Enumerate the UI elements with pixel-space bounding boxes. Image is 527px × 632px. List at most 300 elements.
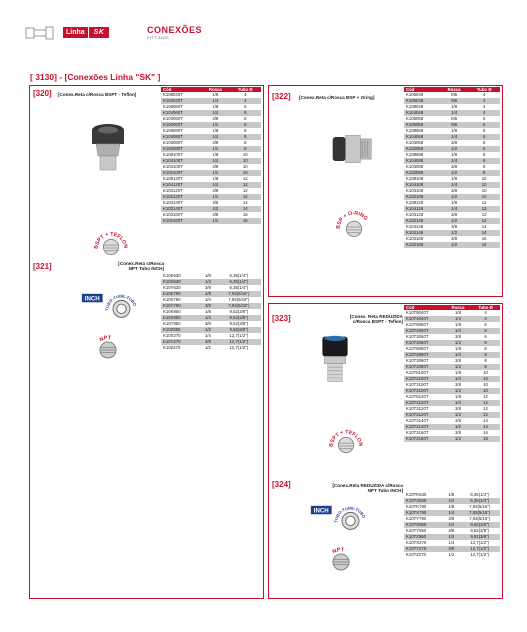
cell-thread: 1/8 [445,370,471,376]
cell-code: K108128 [404,200,440,206]
cell-code: K106048 [404,98,440,104]
cell-thread: 1/4 [443,522,459,528]
cell-tube: 8 [471,346,500,352]
cell-thread: 1/4 [201,110,229,116]
cell-thread: 1/2 [199,327,217,333]
cell-thread: 1/2 [201,194,229,200]
cell-code: K108060T [161,104,201,110]
table-322 [404,87,500,248]
cell-tube: 9,52(3/8") [459,522,500,528]
cell-thread: 1/2 [201,206,229,212]
cell-code: K106068 [404,122,440,128]
cell-thread: 1/2 [440,146,469,152]
cell-code: K104048 [404,110,440,116]
cell-thread: 3/8 [199,303,217,309]
cell-tube: 12 [471,400,500,406]
cell-thread: 1/2 [440,218,469,224]
cell-thread: 1/2 [201,170,229,176]
cell-tube: 10 [230,170,261,176]
cell-thread: 1/4 [440,206,469,212]
tube-badge-text-2: TUBO-TUBE-TUBO [333,505,367,523]
cell-thread: 1/8 [440,104,469,110]
cell-tube: 10 [471,376,500,382]
cell-thread: 1/8 [201,92,229,98]
cell-tube: 6,35(1/4") [217,279,261,285]
cell-code: K10T4100T [404,376,445,382]
cell-tube: 8 [468,164,500,170]
cell-code: K10K950 [161,309,199,315]
panel-code-323: [323] [272,314,291,323]
cell-tube: 7,93(5/16") [217,303,261,309]
cell-tube: 14 [230,200,261,206]
table-320 [161,87,261,224]
cell-code: K103140T [161,200,201,206]
cell-code: K10TX790 [404,510,443,516]
cell-tube: 12 [471,394,500,400]
cell-tube: 8 [230,146,261,152]
teflon-badge-text-2: BSPT + TEFLON [328,429,364,448]
panel-title-320: [Conex.Reta c/Rosca BSPT - Teflon] [58,92,137,97]
cell-tube: 12 [230,194,261,200]
col-cod: Cód [404,305,445,310]
cell-code: K104040T [161,98,201,104]
cell-code: K102068 [404,146,440,152]
cell-tube: 12 [468,200,500,206]
cell-tube: 10 [230,164,261,170]
cell-code: K103068 [404,140,440,146]
table-323 [404,305,500,442]
header-title: CONEXÕES [147,25,203,35]
cell-tube: 4 [230,92,261,98]
cell-thread: 1/4 [445,328,471,334]
cell-thread: 1/8 [440,128,469,134]
table-row [404,552,500,558]
cell-tube: 7,93(5/16") [217,297,261,303]
cell-thread: M5 [440,116,469,122]
cell-tube: 9,52(3/8") [217,327,261,333]
logo-part-2: SK [89,27,110,38]
cell-thread: 1/2 [443,552,459,558]
cell-tube: 8 [468,158,500,164]
cell-tube: 12,7(1/2") [217,345,261,351]
cell-tube: 6 [471,322,500,328]
cell-tube: 7,93(5/16") [217,291,261,297]
cell-code: K104100T [161,158,201,164]
npt-thread-badge-2 [323,544,359,580]
logo-part-1: Linha [63,27,88,38]
cell-code: K10K630 [161,273,199,279]
cell-tube: 6 [468,140,500,146]
cell-thread: 1/4 [445,316,471,322]
cell-thread: 1/4 [445,352,471,358]
cell-tube: 6 [468,128,500,134]
cell-code: K10X630 [161,279,199,285]
inch-tube-badge-2 [309,500,375,538]
col-rosca: Rosca [440,87,469,92]
cell-code: K108120T [161,176,201,182]
cell-code: K102100T [161,170,201,176]
oring-badge-text: BSP + O-RING [335,210,369,230]
cell-code: K10T3080T [404,358,445,364]
cell-tube: 6 [471,334,500,340]
cell-tube: 7,93(5/16") [459,510,500,516]
cell-tube: 12,7(1/2") [459,552,500,558]
cell-code: K105068 [404,116,440,122]
cell-tube: 10 [230,158,261,164]
fitting-icon [25,24,55,42]
cell-tube: 12 [230,176,261,182]
cell-code: K102140T [161,206,201,212]
cell-thread: 1/4 [199,315,217,321]
cell-thread: 1/4 [199,333,217,339]
cell-tube: 7,93(5/16") [459,504,500,510]
cell-thread: 1/4 [440,134,469,140]
cell-tube: 10 [230,152,261,158]
cell-thread: 3/8 [199,339,217,345]
product-image-320 [88,122,128,172]
cell-tube: 6 [230,122,261,128]
cell-tube: 8 [230,134,261,140]
cell-code: K102120T [161,194,201,200]
cell-code: K103080T [161,140,201,146]
cell-thread: 1/2 [440,242,469,248]
product-image-323 [317,334,353,386]
table-row [161,218,261,224]
cell-code: K10TX950 [404,522,443,528]
cell-thread: 1/2 [445,412,471,418]
cell-tube: 12,7(1/2") [459,540,500,546]
col-cod: Cód [161,87,201,92]
col-cod: Cód [404,87,440,92]
cell-thread: 1/2 [201,146,229,152]
cell-thread: 1/8 [201,128,229,134]
cell-tube: 6 [230,104,261,110]
cell-tube: 12,7(1/2") [459,546,500,552]
cell-tube: 10 [471,370,500,376]
cell-tube: 6 [468,122,500,128]
cell-tube: 8 [468,170,500,176]
cell-thread: 1/2 [440,170,469,176]
cell-tube: 16 [471,430,500,436]
npt-thread-badge [90,332,126,368]
cell-thread: 1/2 [199,345,217,351]
cell-code: K102080T [161,146,201,152]
cell-thread: M6 [440,98,469,104]
cell-thread: 3/8 [440,212,469,218]
npt-badge-text-2: NPT [331,547,345,556]
cell-code: K10T3140T [404,418,445,424]
cell-code: K10T2080T [404,364,445,370]
cell-thread: 1/8 [445,346,471,352]
cell-tube: 12 [468,218,500,224]
cell-tube: 6 [468,146,500,152]
cell-code: K10T3160T [404,430,445,436]
table-321 [161,273,261,351]
cell-thread: 1/4 [440,110,469,116]
cell-code: K108068 [404,128,440,134]
cell-code: K102060T [161,122,201,128]
cell-thread: 1/8 [443,492,459,498]
cell-code: K10Y790 [161,303,199,309]
cell-code: K104068 [404,134,440,140]
cell-code: K10T8040T [404,310,445,316]
cell-code: K10Z270 [161,345,199,351]
cell-tube: 14 [468,230,500,236]
cell-tube: 6 [471,340,500,346]
cell-code: K102160T [161,218,201,224]
cell-code: K10TZ270 [404,552,443,558]
cell-tube: 4 [471,310,500,316]
cell-tube: 10 [471,388,500,394]
cell-thread: 1/2 [440,194,469,200]
cell-code: K10T4120T [404,400,445,406]
cell-tube: 16 [471,436,500,442]
cell-code: K10T2160T [404,436,445,442]
cell-code: K10T8120T [404,394,445,400]
panel-code-321: [321] [33,262,52,271]
cell-thread: 1/8 [199,309,217,315]
cell-thread: 3/8 [201,200,229,206]
cell-tube: 16 [230,212,261,218]
cell-thread: 1/8 [440,200,469,206]
cell-code: K102108 [404,194,440,200]
cell-thread: 1/8 [440,176,469,182]
cell-code: K103120T [161,188,201,194]
cell-code: K10Y270 [161,339,199,345]
cell-thread: 3/8 [440,224,469,230]
cell-thread: 1/4 [443,510,459,516]
teflon-thread-badge-2 [327,426,365,464]
cell-thread: 1/8 [445,310,471,316]
cell-tube: 16 [468,236,500,242]
cell-thread: 1/8 [201,104,229,110]
cell-tube: 4 [468,98,500,104]
panel-code-320: [320] [33,89,52,98]
cell-thread: 3/8 [445,430,471,436]
inch-label-2: INCH [313,507,329,515]
table-row [404,436,500,442]
cell-code: K102168 [404,242,440,248]
cell-code: K103160T [161,212,201,218]
cell-tube: 4 [468,92,500,98]
cell-code: K10Y950 [161,321,199,327]
panel-code-324: [324] [272,480,291,489]
cell-code: K10Y630 [161,285,199,291]
cell-thread: 3/8 [199,321,217,327]
cell-tube: 4 [468,110,500,116]
cell-tube: 12 [471,406,500,412]
cell-thread: 3/8 [201,164,229,170]
cell-thread: 3/8 [445,418,471,424]
cell-tube: 14 [230,206,261,212]
tube-badge-text: TUBO-TUBE-TUBO [104,293,138,311]
cell-tube: 6,35(1/4") [217,273,261,279]
cell-tube: 10 [468,182,500,188]
cell-tube: 6 [471,328,500,334]
panel-code-322: [322] [272,92,291,101]
col-rosca: Rosca [201,87,229,92]
cell-thread: 3/8 [443,546,459,552]
cell-tube: 6,35(1/4") [459,498,500,504]
cell-thread: 1/2 [201,218,229,224]
panel-left [29,85,264,599]
cell-code: K10T8060T [404,322,445,328]
cell-code: K10K790 [161,291,199,297]
table-row [161,345,261,351]
cell-code: K10T3120T [404,406,445,412]
cell-thread: 3/8 [201,188,229,194]
cell-thread: 1/2 [443,534,459,540]
cell-code: K103088 [404,164,440,170]
cell-code: K104088 [404,158,440,164]
cell-thread: M6 [440,122,469,128]
cell-code: K10TK630 [404,492,443,498]
cell-code: K10T2140T [404,424,445,430]
section-title: [ 3130] - [Conexões Linha "SK" ] [30,72,161,82]
cell-code: K10TK790 [404,504,443,510]
cell-code: K10X950 [161,315,199,321]
cell-code: K10TX270 [404,540,443,546]
cell-code: K10T8080T [404,346,445,352]
cell-code: K108088 [404,152,440,158]
cell-thread: 1/8 [440,152,469,158]
cell-tube: 9,52(3/8") [217,321,261,327]
cell-thread: 3/8 [201,116,229,122]
cell-thread: 1/4 [443,540,459,546]
cell-tube: 10 [468,176,500,182]
cell-thread: 1/2 [445,424,471,430]
cell-thread: 1/8 [199,273,217,279]
cell-thread: 3/8 [445,358,471,364]
cell-thread: 1/4 [440,158,469,164]
cell-tube: 4 [468,104,500,110]
cell-thread: 1/4 [443,498,459,504]
cell-code: K10T3100T [404,382,445,388]
cell-code: K102128 [404,218,440,224]
cell-tube: 12 [230,188,261,194]
cell-code: K10T4080T [404,352,445,358]
panel-title-323: [Conex. Reta REDUZIDA c/Rosca BSPT - Teflon] [349,314,403,325]
cell-thread: 1/8 [443,504,459,510]
cell-code: K104080T [161,134,201,140]
oring-thread-badge [333,206,375,248]
cell-tube: 6,35(1/4") [217,285,261,291]
cell-tube: 4 [471,316,500,322]
panel-title-321: [Conex.Reta c/Rosca NPT Tubo INCH] [118,261,164,272]
cell-code: K10T2100T [404,388,445,394]
cell-tube: 9,52(3/8") [459,534,500,540]
cell-thread: 1/2 [440,230,469,236]
cell-code: K103168 [404,236,440,242]
cell-thread: 1/2 [445,388,471,394]
cell-code: K103100T [161,164,201,170]
header-subtitle: FITTINGS [147,35,170,40]
cell-code: K10T8100T [404,370,445,376]
cell-code: K102148 [404,230,440,236]
cell-tube: 8 [230,128,261,134]
cell-code: K10T4060T [404,328,445,334]
cell-thread: 1/8 [201,152,229,158]
cell-code: K10X790 [161,297,199,303]
cell-code: K10T2120T [404,412,445,418]
cell-code: K104128 [404,206,440,212]
cell-thread: 1/4 [199,279,217,285]
cell-code: K10Z950 [161,327,199,333]
cell-tube: 8 [471,364,500,370]
cell-code: K104120T [161,182,201,188]
cell-code: K108100T [161,152,201,158]
cell-thread: 1/4 [440,182,469,188]
cell-thread: 3/8 [440,236,469,242]
cell-thread: 1/2 [445,340,471,346]
col-rosca: Rosca [445,305,471,310]
cell-tube: 12,7(1/2") [217,333,261,339]
cell-thread: 1/4 [201,134,229,140]
cell-tube: 10 [468,188,500,194]
cell-code: K103148 [404,224,440,230]
cell-thread: M5 [440,92,469,98]
cell-tube: 4 [230,98,261,104]
cell-code: K104108 [404,182,440,188]
cell-thread: 3/8 [443,516,459,522]
cell-code: K108040T [161,92,201,98]
cell-code: K10TY790 [404,516,443,522]
cell-tube: 12 [471,412,500,418]
cell-tube: 9,52(3/8") [217,309,261,315]
cell-thread: 3/8 [440,188,469,194]
cell-thread: 1/8 [445,322,471,328]
cell-thread: 3/8 [201,212,229,218]
npt-badge-text: NPT [98,335,112,344]
col-tubo: Tubo Ø [468,87,500,92]
cell-code: K103060T [161,116,201,122]
cell-code: K10T4040T [404,316,445,322]
table-324 [404,492,500,558]
inch-label: INCH [84,295,100,303]
cell-thread: 3/8 [440,164,469,170]
panel-322 [268,85,503,297]
cell-tube: 8 [471,358,500,364]
cell-tube: 12 [468,206,500,212]
cell-thread: 1/4 [199,297,217,303]
cell-tube: 6 [230,110,261,116]
cell-tube: 12 [468,212,500,218]
cell-thread: 3/8 [440,140,469,146]
cell-code: K104060T [161,110,201,116]
cell-thread: 3/8 [443,528,459,534]
cell-code: K108108 [404,176,440,182]
cell-tube: 9,52(3/8") [459,528,500,534]
cell-tube: 8 [471,352,500,358]
teflon-badge-text: BSPT + TEFLON [93,231,129,250]
cell-code: K10TX630 [404,498,443,504]
col-tubo: Tubo Ø [471,305,500,310]
cell-code: K10TY270 [404,546,443,552]
cell-code: K103128 [404,212,440,218]
cell-thread: 1/4 [445,376,471,382]
cell-thread: 1/4 [201,98,229,104]
cell-code: K10T2060T [404,340,445,346]
cell-thread: 1/8 [201,176,229,182]
cell-code: K10T3060T [404,334,445,340]
cell-tube: 12 [230,182,261,188]
cell-thread: 1/2 [201,122,229,128]
cell-thread: 3/8 [445,406,471,412]
cell-tube: 6 [468,134,500,140]
cell-thread: 1/2 [445,364,471,370]
cell-tube: 9,52(3/8") [217,315,261,321]
cell-code: K108080T [161,128,201,134]
